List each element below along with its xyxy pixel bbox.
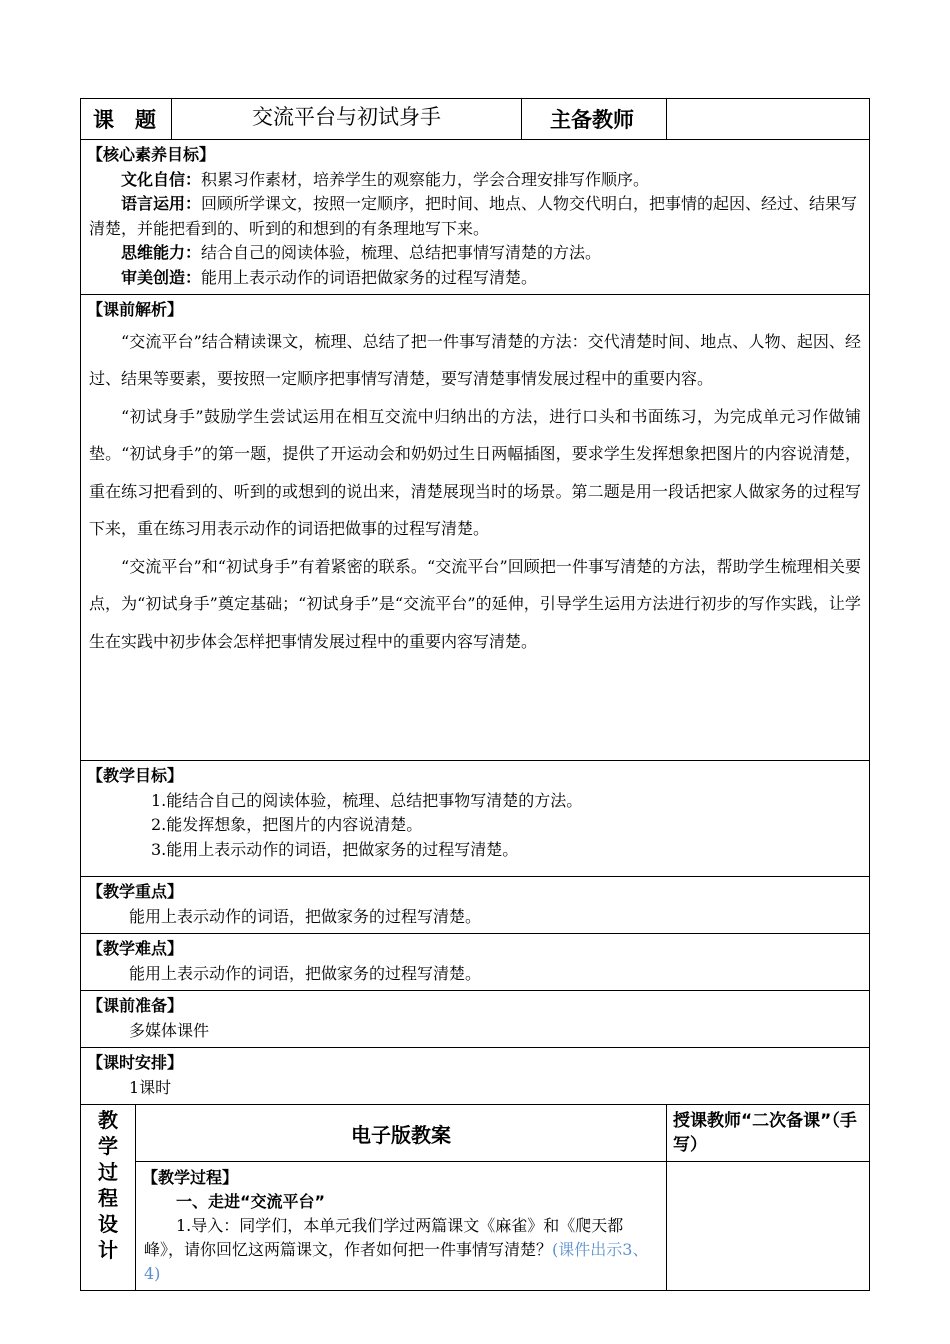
lesson-plan-page: [80, 98, 869, 1291]
prep-title: 【课前准备】: [87, 996, 184, 1015]
topic-title: 交流平台与初试身手: [172, 99, 522, 140]
design-side-label: 教 学 过 程 设 计: [81, 1105, 136, 1291]
header-row: [81, 99, 870, 140]
topic-label: 课 题: [81, 99, 172, 140]
core-item: 文化自信：积累习作素材，培养学生的观察能力，学会合理安排写作顺序。: [121, 169, 650, 189]
step-title: 一、走进“交流平台”: [176, 1192, 326, 1211]
step-text: 1.导入：同学们，本单元我们学过两篇课文《麻雀》和《爬天都峰》，请你回忆这两篇课文，作者如何把一件事情写清楚？(课件出示3、4): [144, 1216, 649, 1283]
difficulty-title: 【教学难点】: [87, 939, 184, 958]
electronic-plan-header: 电子版教案: [136, 1105, 667, 1162]
core-item: 语言运用：回顾所学课文，按照一定顺序，把时间、地点、人物交代明白，把事情的起因、经过、结果写清楚，并能把看到的、听到的和想到的有条理地写下来。: [89, 194, 858, 238]
analysis-section: [81, 295, 870, 761]
core-item: 思维能力：结合自己的阅读体验，梳理、总结把事情写清楚的方法。: [121, 243, 602, 262]
objective-item: 2.能发挥想象，把图片的内容说清楚。: [151, 815, 423, 834]
teaching-process: [136, 1162, 667, 1291]
objective-item: 1.能结合自己的阅读体验，梳理、总结把事物写清楚的方法。: [151, 790, 583, 810]
difficulty-section: [81, 934, 870, 991]
schedule-text: 1课时: [129, 1077, 172, 1097]
analysis-paragraph: “交流平台”和“初试身手”有着紧密的联系。“交流平台”回顾把一件事写清楚的方法，帮助学生梳理相关要点，为“初试身手”奠定基础；“初试身手”是“交流平台”的延伸，引导学生运用方法进行初步的写作实践，让学生在实践中初步体会怎样把事情发展过程中的重要内容写清楚。: [89, 556, 861, 651]
key-point-section: [81, 877, 870, 934]
prep-section: [81, 991, 870, 1048]
objectives-title: 【教学目标】: [87, 766, 184, 785]
objective-item: 3.能用上表示动作的词语，把做家务的过程写清楚。: [151, 839, 519, 859]
schedule-title: 【课时安排】: [87, 1053, 184, 1072]
courseware-note: (课件出示3、4): [144, 1240, 649, 1283]
core-section: [81, 140, 870, 295]
analysis-paragraph: “初试身手”鼓励学生尝试运用在相互交流中归纳出的方法，进行口头和书面练习，为完成单元习作做铺垫。“初试身手”的第一题，提供了开运动会和奶奶过生日两幅插图，要求学生发挥想象把图片的内容说清楚，重在练习把看到的、听到的或想到的说出来，清楚展现当时的场景。第二题是用一段话把家人做家务的过程写下来，重在练习用表示动作的词语把做事的过程写清楚。: [89, 406, 861, 538]
objectives-section: [81, 761, 870, 877]
key-point-text: 能用上表示动作的词语，把做家务的过程写清楚。: [129, 906, 482, 926]
design-body-row: [81, 1162, 870, 1291]
difficulty-text: 能用上表示动作的词语，把做家务的过程写清楚。: [129, 963, 482, 983]
process-title: 【教学过程】: [142, 1168, 239, 1187]
prep-text: 多媒体课件: [129, 1020, 210, 1040]
key-point-title: 【教学重点】: [87, 882, 184, 901]
core-item: 审美创造：能用上表示动作的词语把做家务的过程写清楚。: [121, 267, 538, 287]
analysis-paragraph: “交流平台”结合精读课文，梳理、总结了把一件事写清楚的方法：交代清楚时间、地点、人物、起因、经过、结果等要素，要按照一定顺序把事情写清楚，要写清楚事情发展过程中的重要内容。: [89, 331, 861, 388]
design-header-row: [81, 1105, 870, 1162]
core-title: 【核心素养目标】: [87, 145, 216, 164]
lesson-plan-table: [80, 98, 870, 1291]
teacher-value: [667, 99, 870, 140]
handwritten-notes-header: 授课教师“二次备课”（手写）: [667, 1105, 870, 1162]
handwritten-notes-area[interactable]: [667, 1162, 870, 1291]
analysis-title: 【课前解析】: [87, 300, 184, 319]
teacher-label: 主备教师: [522, 99, 667, 140]
schedule-section: [81, 1048, 870, 1105]
